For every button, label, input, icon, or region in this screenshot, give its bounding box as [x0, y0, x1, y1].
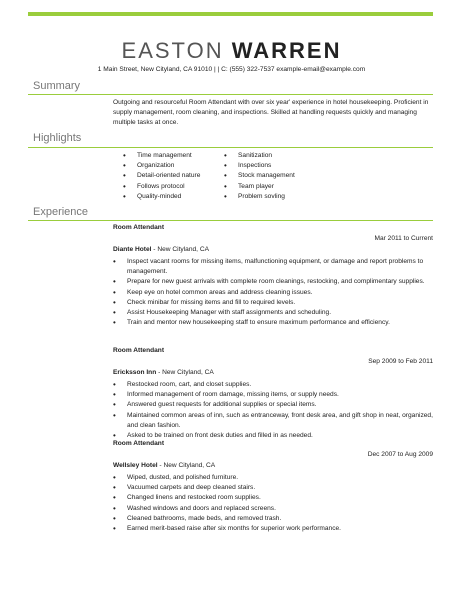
job-duty: • Earned merit-based raise after six months for superior work performance. [113, 524, 433, 534]
last-name: WARREN [231, 38, 342, 63]
highlight-item: • Team player [224, 182, 295, 192]
job-duty: • Inspect vacant rooms for missing items, malfunctioning equipment, or damage and report problems to management. [113, 257, 433, 277]
job-company-line [113, 369, 433, 380]
job-duty: • Changed linens and restocked room supplies. [113, 493, 433, 503]
highlights-right-list [224, 151, 295, 202]
job-dates: Dec 2007 to Aug 2009 [367, 451, 433, 458]
job-title: Room Attendant [113, 347, 165, 354]
first-name: EASTON [121, 38, 224, 63]
job-title: Room Attendant [113, 440, 165, 447]
top-accent-bar [28, 12, 433, 16]
job-duty: • Informed management of room damage, missing items, or supply needs. [113, 390, 433, 400]
highlight-item: • Stock management [224, 171, 295, 181]
company-name: Wellsley Hotel [113, 462, 158, 469]
experience-heading: Experience [33, 206, 89, 218]
highlight-item: • Inspections [224, 161, 295, 171]
highlight-item: • Detail-oriented nature [123, 171, 200, 181]
job-duty: • Cleaned bathrooms, made beds, and removed trash. [113, 514, 433, 524]
job-duty: • Maintained common areas of inn, such as entranceway, front desk area, and gift shop in neat, organized, and clean fashion. [113, 411, 433, 431]
job-title: Room Attendant [113, 224, 165, 231]
job-duties-list [113, 473, 433, 534]
job-duty: • Prepare for new guest arrivals with complete room cleanings, restocking, and complimentary supplies. [113, 277, 433, 287]
job-duty: • Check minibar for missing items and fill to required levels. [113, 298, 433, 308]
job-duty: • Keep eye on hotel common areas and address cleaning issues. [113, 288, 433, 298]
highlights-left-list [123, 151, 200, 202]
job-dates: Sep 2009 to Feb 2011 [368, 358, 433, 365]
job-duty: • Wiped, dusted, and polished furniture. [113, 473, 433, 483]
company-name: Diante Hotel [113, 246, 152, 253]
job-duty: • Answered guest requests for additional supplies or special items. [113, 400, 433, 410]
company-location: - New Cityland, CA [157, 462, 216, 469]
job-duties-list [113, 380, 433, 441]
job-duty: • Train and mentor new housekeeping staff to ensure maximum performance and efficiency. [113, 318, 433, 328]
job-duty: • Vacuumed carpets and deep cleaned stairs. [113, 483, 433, 493]
experience-divider [28, 220, 433, 221]
company-name: Ericksson Inn [113, 369, 157, 376]
summary-heading: Summary [33, 80, 81, 92]
job-entry [113, 224, 433, 328]
job-company-line [113, 246, 433, 257]
highlights-divider [28, 147, 433, 148]
highlight-item: • Problem sovling [224, 192, 295, 202]
contact-line: 1 Main Street, New Cityland, CA 91010 | | C: (555) 322-7537 example-email@example.com [97, 66, 366, 73]
highlight-item: • Quality-minded [123, 192, 200, 202]
job-duty: • Assist Housekeeping Manager with staff assignments and scheduling. [113, 308, 433, 318]
highlight-item: • Sanitization [224, 151, 295, 161]
job-duty: • Asked to be trained on front desk duties and filled in as needed. [113, 431, 433, 441]
job-entry [113, 347, 433, 441]
job-duties-list [113, 257, 433, 328]
job-entry [113, 440, 433, 534]
candidate-name [0, 38, 463, 64]
summary-divider [28, 94, 433, 95]
company-location: - New Cityland, CA [156, 369, 214, 376]
job-duty: • Restocked room, cart, and closet supplies. [113, 380, 433, 390]
company-location: - New Cityland, CA [151, 246, 209, 253]
job-company-line [113, 462, 433, 473]
job-dates: Mar 2011 to Current [374, 235, 433, 242]
highlight-item: • Time management [123, 151, 200, 161]
highlight-item: • Follows protocol [123, 182, 200, 192]
highlight-item: • Organization [123, 161, 200, 171]
job-duty: • Washed windows and doors and replaced screens. [113, 504, 433, 514]
summary-text: Outgoing and resourceful Room Attendant with over six year' experience in hotel housekeeping. Proficient in supply management, room cleaning, and inspections. Skilled at handling requests quickly and managing multiple tasks at once. [113, 99, 429, 126]
highlights-heading: Highlights [33, 132, 82, 144]
